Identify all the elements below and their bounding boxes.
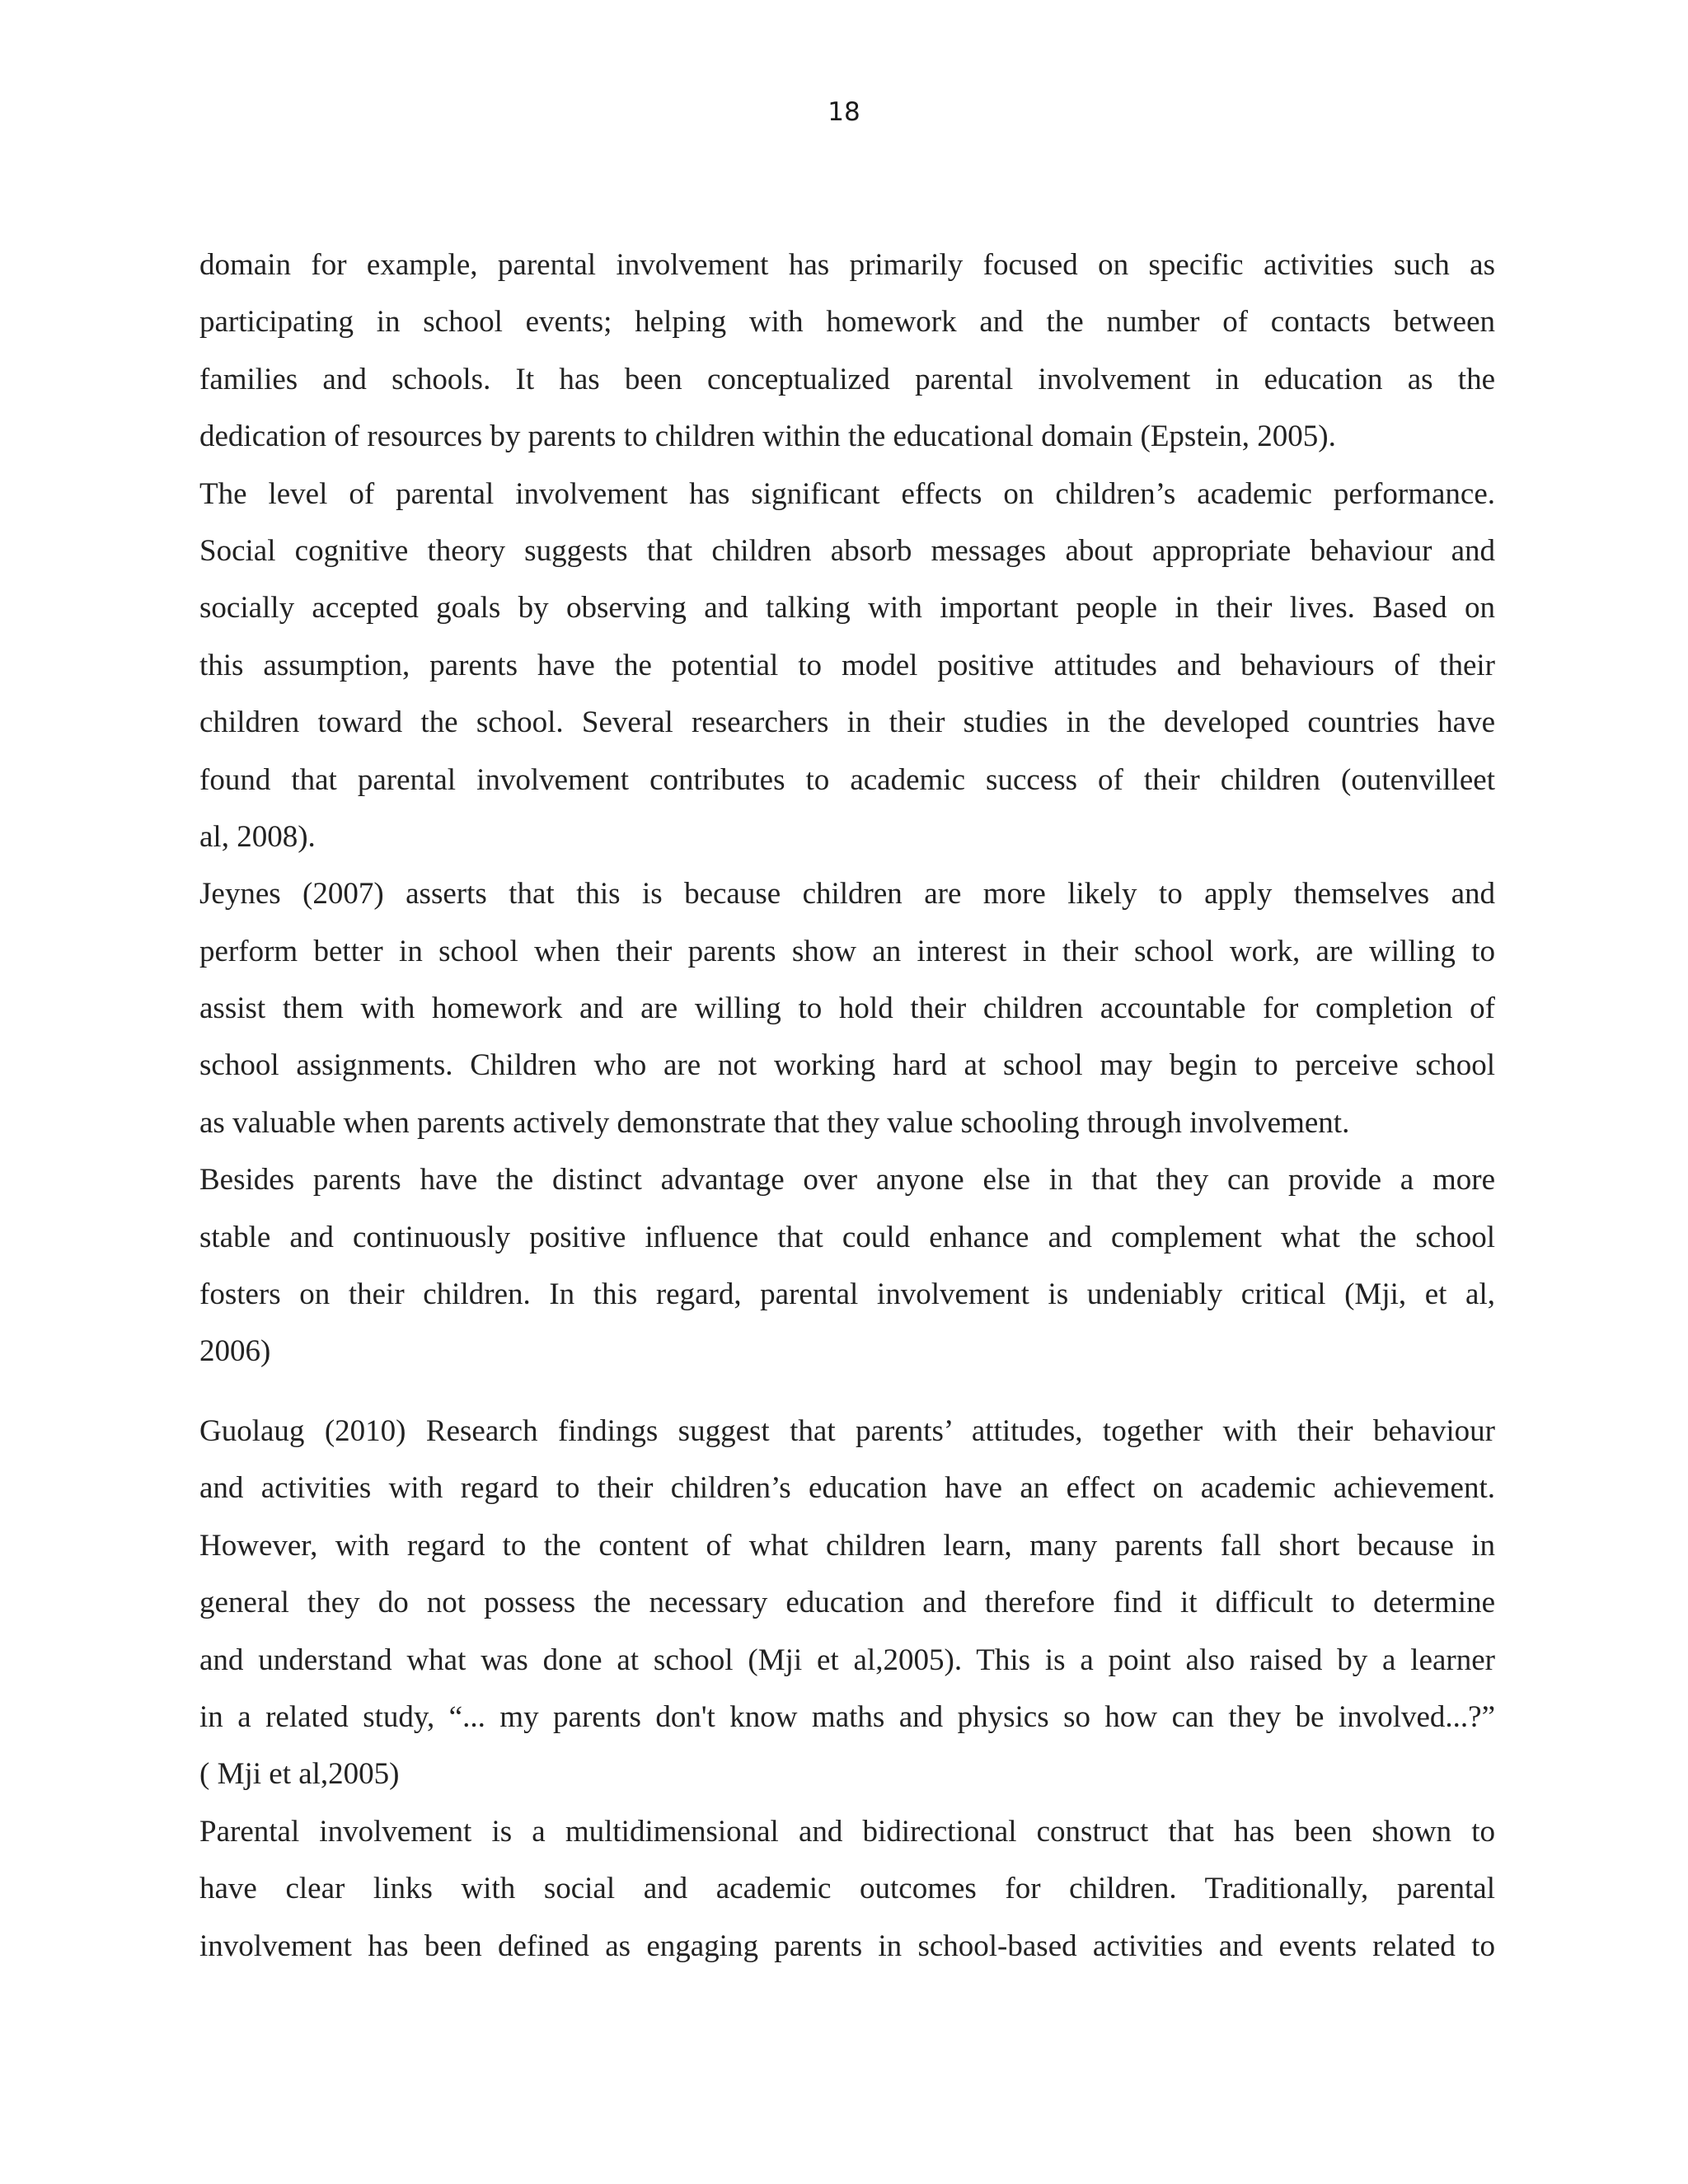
text-line: school assignments. Children who are not working hard at school may begin to perceive school xyxy=(199,1048,1495,1083)
text-line: in a related study, “... my parents don't know maths and physics so how can they be involved...?” xyxy=(199,1699,1495,1734)
text-line: and understand what was done at school (Mji et al,2005). This is a point also raised by a learner xyxy=(199,1643,1495,1677)
text-block-2 xyxy=(199,1403,1495,1975)
text-line: stable and continuously positive influence that could enhance and complement what the school xyxy=(199,1220,1495,1254)
text-line: assist them with homework and are willing to hold their children accountable for completion of xyxy=(199,991,1495,1026)
text-line: participating in school events; helping with homework and the number of contacts between xyxy=(199,305,1495,340)
text-line: al, 2008). xyxy=(199,819,316,854)
text-line: and activities with regard to their children’s education have an effect on academic achievement. xyxy=(199,1471,1495,1506)
text-line: fosters on their children. In this regard, parental involvement is undeniably critical (Mji, et al, xyxy=(199,1277,1495,1312)
text-block-1 xyxy=(199,237,1495,1380)
text-line: Social cognitive theory suggests that children absorb messages about appropriate behaviour and xyxy=(199,533,1495,568)
text-line: as valuable when parents actively demonstrate that they value schooling through involvement. xyxy=(199,1105,1350,1140)
text-line: However, with regard to the content of what children learn, many parents fall short because in xyxy=(199,1528,1495,1563)
text-line: The level of parental involvement has significant effects on children’s academic performance. xyxy=(199,476,1495,511)
text-line: dedication of resources by parents to children within the educational domain (Epstein, 2005). xyxy=(199,419,1336,454)
text-line: Parental involvement is a multidimensional and bidirectional construct that has been shown to xyxy=(199,1814,1495,1849)
text-line: Besides parents have the distinct advantage over anyone else in that they can provide a more xyxy=(199,1163,1495,1197)
text-line: families and schools. It has been conceptualized parental involvement in education as the xyxy=(199,362,1495,396)
text-line: involvement has been defined as engaging parents in school-based activities and events related to xyxy=(199,1929,1495,1963)
text-line: domain for example, parental involvement has primarily focused on specific activities such as xyxy=(199,248,1495,282)
text-line: socially accepted goals by observing and talking with important people in their lives. Based on xyxy=(199,591,1495,626)
text-line: Guolaug (2010) Research findings suggest that parents’ attitudes, together with their behaviour xyxy=(199,1414,1495,1448)
text-line: ( Mji et al,2005) xyxy=(199,1757,400,1792)
text-line: have clear links with social and academic outcomes for children. Traditionally, parental xyxy=(199,1872,1495,1906)
page-number: 18 xyxy=(828,97,860,127)
text-line: children toward the school. Several researchers in their studies in the developed countries have xyxy=(199,705,1495,740)
text-line: Jeynes (2007) asserts that this is because children are more likely to apply themselves and xyxy=(199,877,1495,912)
text-line: this assumption, parents have the potential to model positive attitudes and behaviours of their xyxy=(199,648,1495,682)
text-line: 2006) xyxy=(199,1334,271,1369)
text-line: perform better in school when their parents show an interest in their school work, are willing to xyxy=(199,934,1495,968)
text-line: general they do not possess the necessary education and therefore find it difficult to determine xyxy=(199,1586,1495,1620)
text-line: found that parental involvement contributes to academic success of their children (outenvilleet xyxy=(199,762,1495,797)
